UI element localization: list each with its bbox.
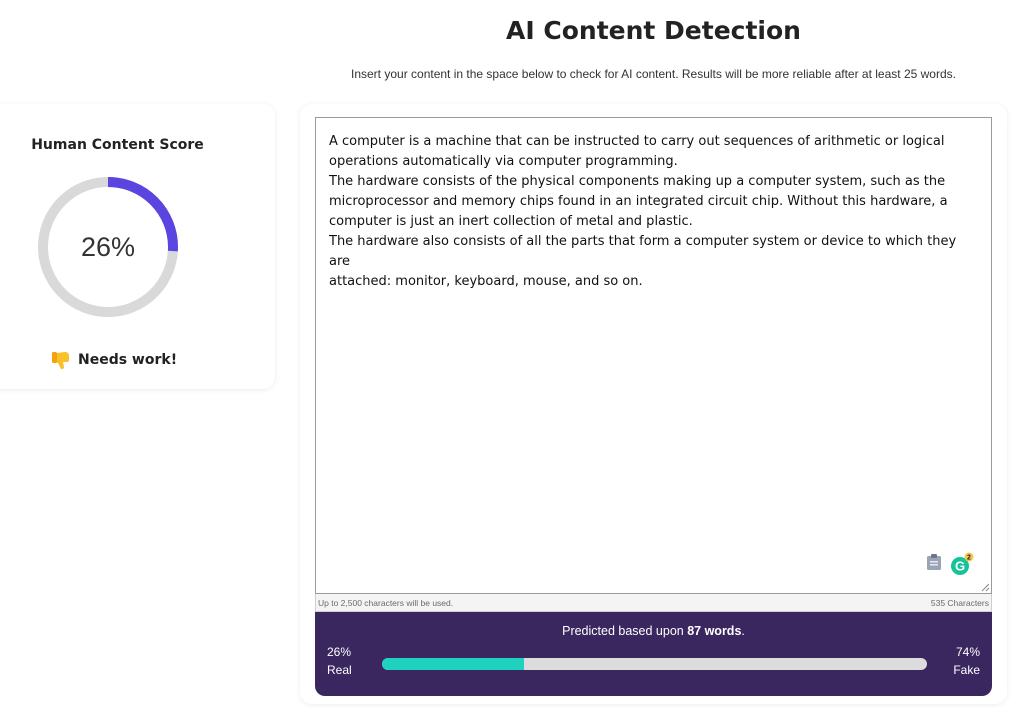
result-panel <box>315 612 992 696</box>
char-limit-note: Up to 2,500 characters will be used. <box>318 597 454 608</box>
fake-percent: 74% <box>955 645 980 659</box>
textarea-meta <box>315 594 992 612</box>
prediction-text: Predicted based upon 87 words. <box>562 624 745 638</box>
content-text[interactable]: A computer is a machine that can be instructed to carry out sequences of arithmetic or logical operations automatically via computer programming. The hardware consists of the physical components making up a computer system, such as the microprocessor and memory chips found in an integrated circuit chip. Without this hardware, a computer is just an inert collection of metal and plastic. The hardware also consists of all the parts that form a computer system or device to which they are attached: monitor, keyboard, mouse, and so on. <box>329 134 957 289</box>
real-fake-bar <box>382 658 927 670</box>
svg-text:G: G <box>954 558 966 574</box>
real-percent: 26% <box>327 645 352 659</box>
score-value: 26% <box>80 231 136 262</box>
grammarly-badge: 2 <box>967 554 971 562</box>
clipboard-icon[interactable] <box>926 553 942 571</box>
real-bar-fill <box>382 658 524 670</box>
char-count: 535 Characters <box>930 597 989 608</box>
grammarly-icon[interactable] <box>950 552 974 576</box>
content-textarea[interactable] <box>315 117 992 594</box>
thumbs-down-icon <box>50 349 72 371</box>
page-title: AI Content Detection <box>506 16 801 45</box>
verdict <box>50 349 177 371</box>
human-score-card <box>0 104 275 389</box>
fake-label: Fake <box>953 663 980 677</box>
page-subtitle: Insert your content in the space below to check for AI content. Results will be more reliable after at least 25 words. <box>351 67 956 81</box>
real-label: Real <box>327 663 352 677</box>
verdict-text: Needs work! <box>78 352 178 368</box>
detection-card <box>300 104 1007 704</box>
resize-handle[interactable] <box>981 583 990 592</box>
word-count: 87 words <box>687 624 742 638</box>
score-card-title: Human Content Score <box>31 137 204 153</box>
fake-score <box>953 643 980 679</box>
real-score <box>327 643 352 679</box>
